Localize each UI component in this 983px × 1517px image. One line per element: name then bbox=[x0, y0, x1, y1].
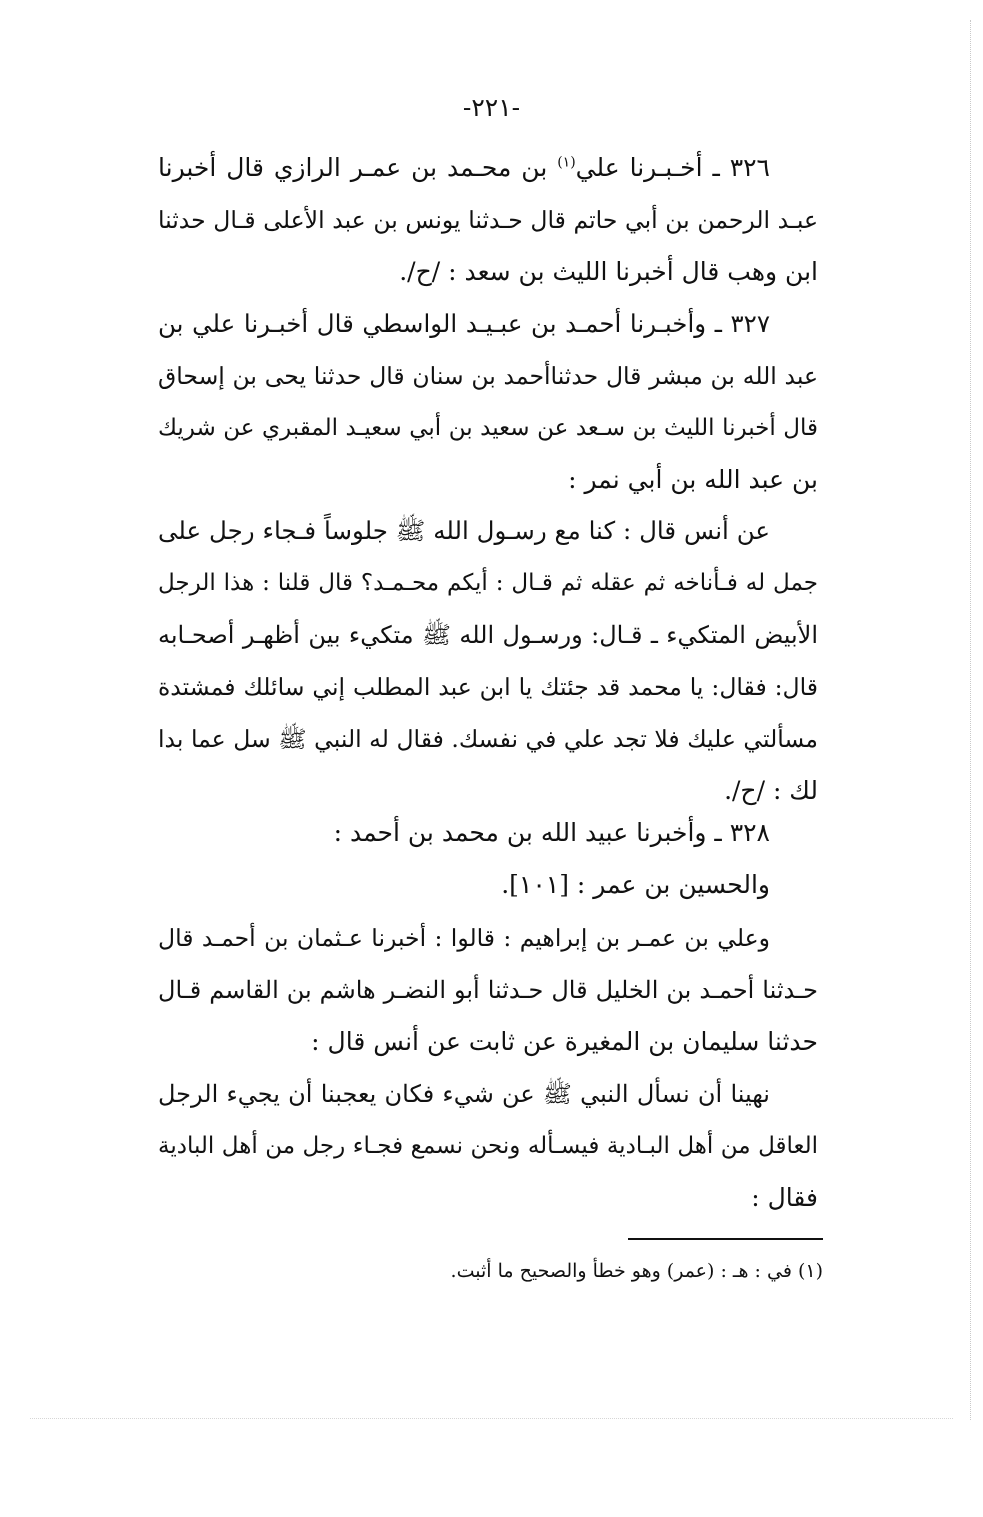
text-line: فقال : bbox=[751, 1183, 818, 1212]
text-line: حـدثنا أحمـد بن الخليل قال حـدثنا أبو النضـر هاشم بن القاسم قـال bbox=[158, 976, 818, 1004]
footnote: (١) في : هـ : (عمر) وهو خطأ والصحيح ما أثبت. bbox=[450, 1260, 823, 1282]
text-line: ٣٢٨ ـ وأخبرنا عبيد الله بن محمد بن أحمد : bbox=[333, 818, 770, 847]
text-line: عبـد الرحمن بن أبي حاتم قال حـدثنا يونس بن عبد الأعلى قـال حدثنا bbox=[158, 206, 818, 234]
text-line: ٣٢٦ ـ أخـبـرنا علي$^{(١)}$ بن محـمد بن عمـر الرازي قال أخبرنا bbox=[158, 153, 770, 182]
text-line: مسألتي عليك فلا تجد علي في نفسك. فقال له النبي ﷺ سل عما بدا bbox=[158, 725, 818, 753]
paragraph-328 bbox=[158, 807, 818, 911]
footnote-marker: (١) bbox=[557, 154, 576, 171]
text-line: ابن وهب قال أخبرنا الليث بن سعد : /ح/. bbox=[399, 257, 818, 286]
text-line: قال: فقال: يا محمد قد جئتك يا ابن عبد المطلب إني سائلك فمشتدة bbox=[158, 673, 818, 701]
text-line: لك : /ح/. bbox=[724, 776, 818, 805]
text-line: بن عبد الله بن أبي نمر : bbox=[568, 465, 818, 494]
text-line: وعلي بن عمـر بن إبراهيم : قالوا : أخبرنا عـثمان بن أحمـد قال bbox=[158, 924, 770, 952]
text-line: قال أخبرنا الليث بن سـعد عن سعيد بن أبي سعيـد المقبري عن شريك bbox=[158, 415, 818, 441]
scan-bottom-edge bbox=[30, 1418, 953, 1419]
paragraph-327 bbox=[158, 298, 818, 506]
text-line: الأبيض المتكيء ـ قـال: ورسـول الله ﷺ متكيء بين أظهـر أصحـابه bbox=[158, 621, 818, 649]
page-number: -٢٢١- bbox=[462, 93, 521, 122]
paragraph-ali-bin-umar bbox=[158, 912, 818, 1068]
text-line: والحسين بن عمر : [١٠١]. bbox=[501, 870, 770, 899]
text-line: عن أنس قال : كنا مع رسـول الله ﷺ جلوساً فـجاء رجل على bbox=[158, 516, 770, 545]
text-line: عبد الله بن مبشر قال حدثناأحمد بن سنان قال حدثنا يحى بن إسحاق bbox=[158, 362, 818, 390]
scan-edge-line bbox=[970, 20, 971, 1420]
paragraph-326 bbox=[158, 142, 818, 298]
footnote-separator bbox=[628, 1238, 823, 1240]
paragraph-nuhina bbox=[158, 1068, 818, 1224]
text-line: حدثنا سليمان بن المغيرة عن ثابت عن أنس قال : bbox=[311, 1027, 818, 1056]
text-line: نهينا أن نسأل النبي ﷺ عن شيء فكان يعجبنا أن يجيء الرجل bbox=[158, 1080, 770, 1108]
text-line: ٣٢٧ ـ وأخبـرنا أحمـد بن عبـيـد الواسطي قال أخبـرنا علي بن bbox=[158, 309, 770, 338]
paragraph-anas bbox=[158, 505, 818, 817]
text-line: العاقل من أهل البـادية فيسـأله ونحن نسمع فجـاء رجل من أهل البادية bbox=[158, 1133, 818, 1159]
text-line: جمل له فـأناخه ثم عقله ثم قـال : أيكم محـمـد؟ قال قلنا : هذا الرجل bbox=[158, 570, 818, 596]
